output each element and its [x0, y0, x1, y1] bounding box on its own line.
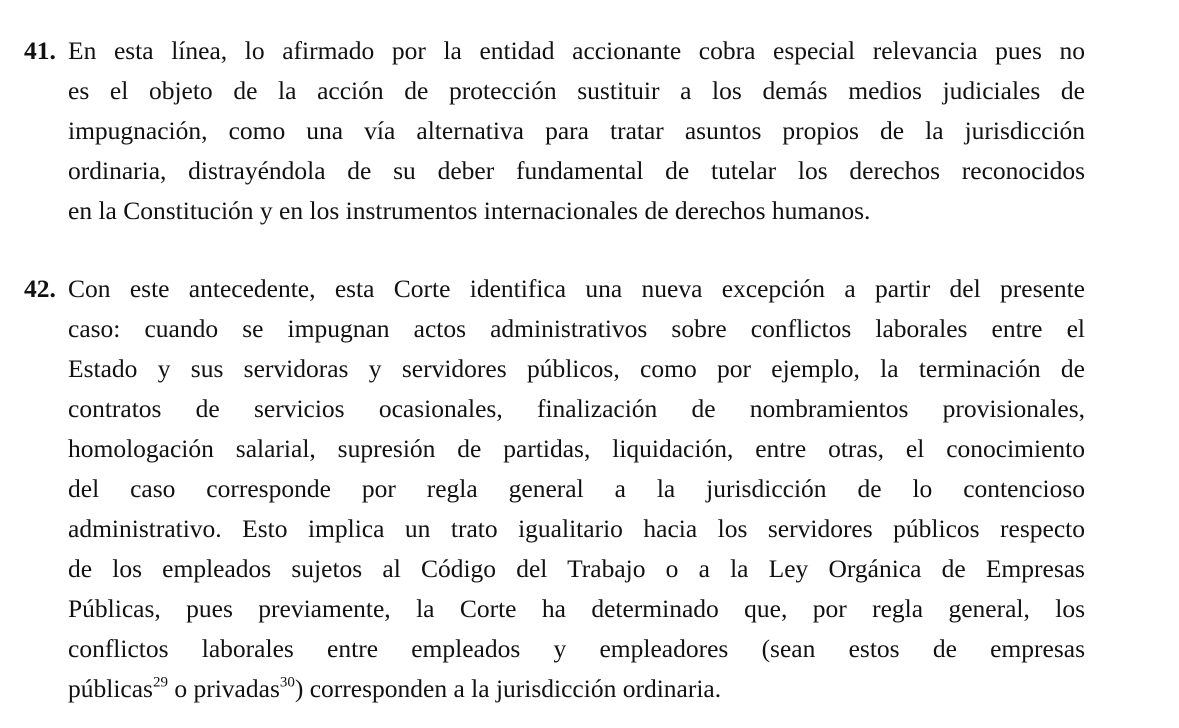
footnote-ref-29[interactable]: 29 — [152, 674, 168, 691]
text-line: del caso corresponde por regla general a la jurisdicción de lo contencioso — [68, 474, 1085, 503]
text-line: Estado y sus servidoras y servidores públicos, como por ejemplo, la terminación de — [68, 354, 1085, 383]
text-line: en la Constitución y en los instrumentos internacionales de derechos humanos. — [68, 196, 871, 225]
text-segment: o privadas — [167, 674, 280, 703]
text-line-final — [68, 669, 1085, 709]
text-line: contratos de servicios ocasionales, finalización de nombramientos provisionales, — [68, 394, 1085, 423]
text-line: de los empleados sujetos al Código del Trabajo o a la Ley Orgánica de Empresas — [68, 554, 1085, 583]
text-line: homologación salarial, supresión de partidas, liquidación, entre otras, el conocimiento — [68, 434, 1085, 463]
text-line: Con este antecedente, esta Corte identifica una nueva excepción a partir del presente — [68, 274, 1085, 303]
paragraph-number: 42. — [24, 274, 56, 303]
text-line: es el objeto de la acción de protección sustituir a los demás medios judiciales de — [68, 76, 1085, 105]
paragraph-body — [68, 269, 1085, 709]
text-segment: públicas — [68, 674, 153, 703]
text-segment: ) corresponden a la jurisdicción ordinaria. — [294, 674, 722, 703]
text-line: En esta línea, lo afirmado por la entidad accionante cobra especial relevancia pues no — [68, 36, 1085, 65]
text-line: administrativo. Esto implica un trato igualitario hacia los servidores públicos respecto — [68, 514, 1085, 543]
text-line: Públicas, pues previamente, la Corte ha determinado que, por regla general, los — [68, 594, 1085, 623]
text-line: impugnación, como una vía alternativa para tratar asuntos propios de la jurisdicción — [68, 116, 1085, 145]
footnote-ref-30[interactable]: 30 — [279, 674, 295, 691]
text-line: ordinaria, distrayéndola de su deber fundamental de tutelar los derechos reconocidos — [68, 156, 1085, 185]
paragraph-body — [68, 31, 1085, 231]
text-line: conflictos laborales entre empleados y empleadores (sean estos de empresas — [68, 634, 1085, 663]
paragraph-number: 41. — [24, 36, 56, 65]
text-line: caso: cuando se impugnan actos administrativos sobre conflictos laborales entre el — [68, 314, 1085, 343]
